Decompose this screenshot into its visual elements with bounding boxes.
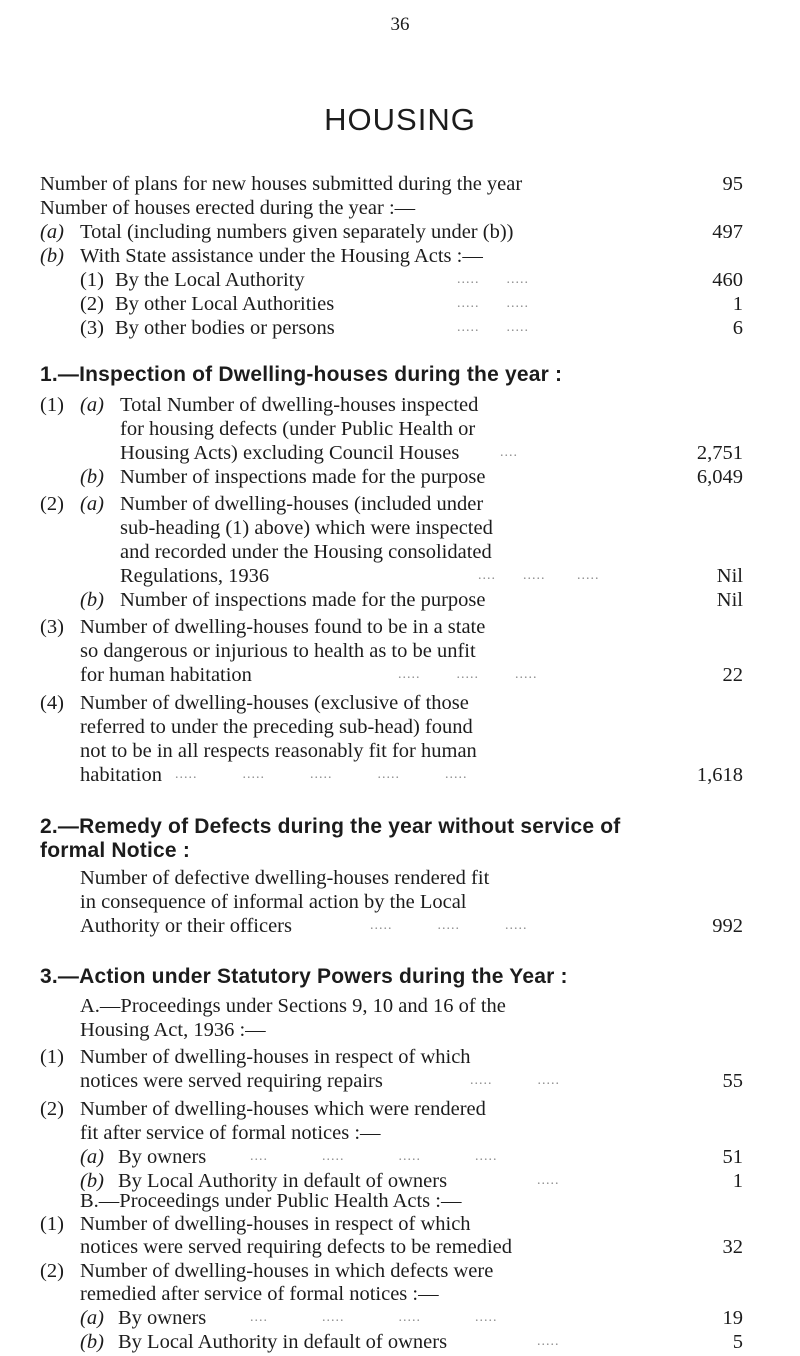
s3-a2b-label: By Local Authority in default of owners — [118, 1170, 448, 1192]
s1-item4-row — [0, 714, 800, 740]
s1-item3-value: 22 — [722, 664, 743, 686]
s3-a1-value: 55 — [722, 1070, 743, 1092]
plans-label: Number of plans for new houses submitted during the year — [40, 173, 523, 195]
s2-row — [0, 889, 800, 915]
s3-b2-line: Number of dwelling-houses in which defects were — [80, 1260, 494, 1282]
s1-item3-line: Number of dwelling-houses found to be in a state — [80, 616, 486, 638]
erected-item-label: By other bodies or persons — [115, 317, 335, 339]
list-marker: (2) — [40, 493, 64, 515]
s1-item2a-row — [0, 539, 800, 565]
s1-item2a-row — [0, 515, 800, 541]
s3-b2b-value: 5 — [732, 1331, 743, 1353]
list-marker: (1) — [40, 1213, 64, 1235]
erected-item-row: (3) By other bodies or persons ..... ..... 6 — [80, 317, 743, 339]
s1-item2a-row — [0, 491, 800, 517]
s1-item4-row: habitation ..... ..... ..... ..... ..... 1,618 — [80, 764, 743, 786]
section-1-heading: 1.—Inspection of Dwelling-houses during the year : — [40, 363, 563, 386]
plans-row — [0, 171, 800, 197]
s3-b2a-row: (a) By owners .... ..... ..... ..... 19 — [80, 1307, 743, 1329]
s1-item1a-row — [0, 392, 800, 418]
list-marker: (2) — [80, 293, 104, 315]
s2-line: in consequence of informal action by the Local — [80, 891, 467, 913]
list-marker: (b) — [80, 1170, 104, 1192]
list-marker: (2) — [40, 1260, 64, 1282]
s3-a2-row — [0, 1120, 800, 1146]
s1-item2a-line: Number of dwelling-houses (included under — [120, 493, 484, 515]
page-number: 36 — [390, 14, 410, 35]
s3-a1-row: notices were served requiring repairs ..... ..... 55 — [80, 1070, 743, 1092]
s1-item4-value: 1,618 — [696, 764, 743, 786]
list-marker: (2) — [40, 1098, 64, 1120]
list-marker: (3) — [40, 616, 64, 638]
s1-item1a-line: Housing Acts) excluding Council Houses — [120, 442, 460, 464]
s3-b1-line: Number of dwelling-houses in respect of which — [80, 1213, 471, 1235]
s3-a1-row — [0, 1044, 800, 1070]
s3-a2b-value: 1 — [732, 1170, 743, 1192]
s2-value: 992 — [712, 915, 743, 937]
s1-item1a-row: Housing Acts) excluding Council Houses .... 2,751 — [120, 442, 743, 464]
s3-a1-line: Number of dwelling-houses in respect of which — [80, 1046, 471, 1068]
s3-b2b-label: By Local Authority in default of owners — [118, 1331, 448, 1353]
s3-b1-row — [0, 1234, 800, 1260]
list-marker: (a) — [40, 221, 64, 243]
s1-item2a-value: Nil — [716, 565, 743, 587]
s3-b-line: B.—Proceedings under Public Health Acts :— — [80, 1190, 462, 1212]
s3-a2a-label: By owners — [118, 1146, 207, 1168]
page-title: HOUSING — [324, 102, 476, 137]
section-2-heading: formal Notice : — [40, 839, 191, 862]
erected-total-label: Total (including numbers given separately under (b)) — [80, 221, 514, 243]
s1-item1a-line: for housing defects (under Public Health or — [120, 418, 476, 440]
s1-item1a-value: 2,751 — [696, 442, 743, 464]
s1-item3-row: for human habitation ..... ..... ..... 22 — [80, 664, 743, 686]
s2-line: Number of defective dwelling-houses rendered fit — [80, 867, 490, 889]
erected-row — [0, 195, 800, 221]
section-3-heading: 3.—Action under Statutory Powers during the Year : — [40, 965, 568, 988]
s1-item1a-line: Total Number of dwelling-houses inspected — [120, 394, 479, 416]
erected-item-label: By other Local Authorities — [115, 293, 335, 315]
list-marker: (4) — [40, 692, 64, 714]
erected-item-value: 1 — [732, 293, 743, 315]
list-marker: (1) — [40, 394, 64, 416]
s3-a2-line: Number of dwelling-houses which were rendered — [80, 1098, 486, 1120]
s1-item3-row — [0, 638, 800, 664]
erected-item-row: (1) By the Local Authority ..... ..... 460 — [80, 269, 743, 291]
s3-b2-line: remedied after service of formal notices :— — [80, 1283, 439, 1305]
s1-item2a-line: and recorded under the Housing consolidated — [120, 541, 492, 563]
plans-value: 95 — [722, 173, 743, 195]
erected-state-row — [0, 243, 800, 269]
s1-item1a-row — [0, 416, 800, 442]
s1-item1b-value: 6,049 — [696, 466, 743, 488]
s1-item2a-row: Regulations, 1936 .... ..... ..... Nil — [120, 565, 743, 587]
s3-a1-line: notices were served requiring repairs — [80, 1070, 383, 1092]
s3-b1-line: notices were served requiring defects to be remedied — [80, 1236, 513, 1258]
section-2-heading: 2.—Remedy of Defects during the year without service of — [40, 815, 621, 838]
s1-item3-line: so dangerous or injurious to health as to be unfit — [80, 640, 476, 662]
s3-a2a-value: 51 — [722, 1146, 743, 1168]
s1-item4-row — [0, 738, 800, 764]
s1-item4-line: not to be in all respects reasonably fit for human — [80, 740, 477, 762]
erected-state-label: With State assistance under the Housing Acts :— — [80, 245, 483, 267]
s1-item2a-line: Regulations, 1936 — [120, 565, 270, 587]
erected-item-value: 6 — [732, 317, 743, 339]
s3-a2a-row: (a) By owners .... ..... ..... ..... 51 — [80, 1146, 743, 1168]
s3-a-line: Housing Act, 1936 :— — [80, 1019, 266, 1041]
s2-row — [0, 865, 800, 891]
s3-b1-value: 32 — [722, 1236, 743, 1258]
list-marker: (1) — [40, 1046, 64, 1068]
s1-item4-line: referred to under the preceding sub-head) found — [80, 716, 473, 738]
s3-a-row — [0, 1017, 800, 1043]
list-marker: (b) — [80, 589, 104, 611]
s1-item1b-label: Number of inspections made for the purpose — [120, 466, 486, 488]
s1-item4-line: habitation — [80, 764, 162, 786]
s1-item2b-label: Number of inspections made for the purpose — [120, 589, 486, 611]
list-marker: (a) — [80, 1146, 104, 1168]
s1-item2b-row — [0, 587, 800, 613]
s3-a2-row — [0, 1096, 800, 1122]
s1-item2b-value: Nil — [716, 589, 743, 611]
s3-a-row — [0, 993, 800, 1019]
list-marker: (b) — [80, 466, 104, 488]
list-marker: (3) — [80, 317, 104, 339]
erected-item-value: 460 — [712, 269, 743, 291]
list-marker: (1) — [80, 269, 104, 291]
s3-a-line: A.—Proceedings under Sections 9, 10 and 16 of the — [80, 995, 506, 1017]
erected-total-value: 497 — [712, 221, 743, 243]
list-marker: (b) — [40, 245, 64, 267]
erected-label: Number of houses erected during the year :— — [40, 197, 416, 219]
s1-item3-line: for human habitation — [80, 664, 252, 686]
erected-item-row: (2) By other Local Authorities ..... ..... 1 — [80, 293, 743, 315]
list-marker: (b) — [80, 1331, 104, 1353]
s3-b2a-value: 19 — [722, 1307, 743, 1329]
s3-a2b-row: (b) By Local Authority in default of owners ..... 1 — [80, 1170, 743, 1192]
erected-total-row — [0, 219, 800, 245]
s2-line: Authority or their officers — [80, 915, 292, 937]
erected-item-label: By the Local Authority — [115, 269, 305, 291]
list-marker: (a) — [80, 493, 104, 515]
s2-row: Authority or their officers ..... ..... ..... 992 — [80, 915, 743, 937]
list-marker: (a) — [80, 1307, 104, 1329]
s1-item3-row — [0, 614, 800, 640]
list-marker: (a) — [80, 394, 104, 416]
s3-b2-row — [0, 1281, 800, 1307]
s1-item4-row — [0, 690, 800, 716]
s1-item2a-line: sub-heading (1) above) which were inspected — [120, 517, 493, 539]
s3-b2b-row: (b) By Local Authority in default of owners ..... 5 — [80, 1331, 743, 1353]
s1-item4-line: Number of dwelling-houses (exclusive of those — [80, 692, 469, 714]
s3-a2-line: fit after service of formal notices :— — [80, 1122, 381, 1144]
s1-item1b-row — [0, 464, 800, 490]
s3-b2a-label: By owners — [118, 1307, 207, 1329]
